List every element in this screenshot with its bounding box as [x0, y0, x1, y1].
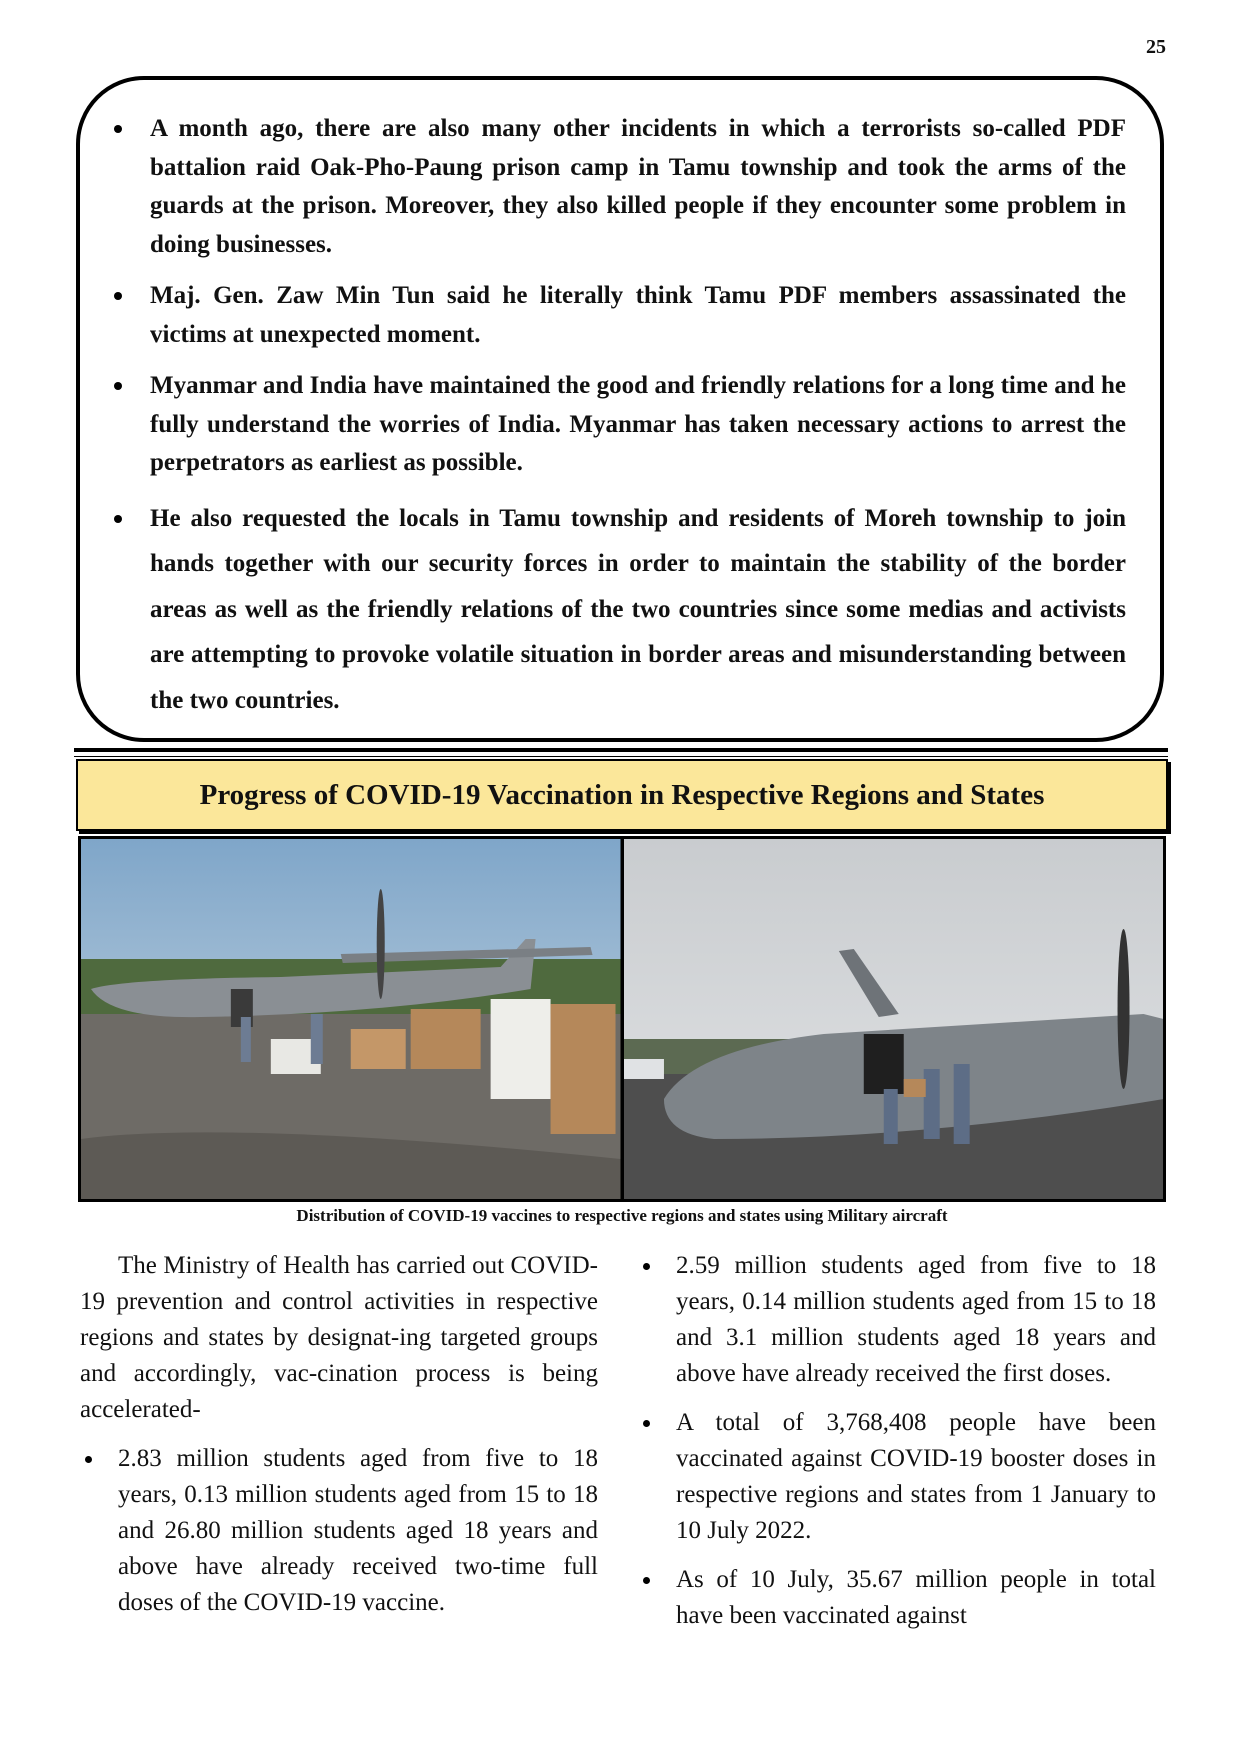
stats-bullet-list-right	[638, 1248, 1156, 1634]
callout-bullet: Maj. Gen. Zaw Min Tun said he literally think Tamu PDF members assassinated the victims at unexpected moment.	[108, 277, 1126, 354]
photo-strip	[78, 836, 1166, 1202]
section-divider-thin	[74, 756, 1168, 757]
photo-caption: Distribution of COVID-19 vaccines to respective regions and states using Military aircraft	[296, 1206, 948, 1225]
body-column-right	[638, 1248, 1156, 1647]
section-divider	[74, 748, 1168, 752]
stat-bullet: A total of 3,768,408 people have been vaccinated against COVID-19 booster doses in respective regions and states from 1 January to 10 July 2022.	[638, 1405, 1156, 1549]
intro-paragraph: The Ministry of Health has carried out COVID-19 prevention and control activities in respective regions and states by designat-ing targeted groups and accordingly, vac-cination process is being accelerated-	[80, 1252, 598, 1423]
body-column-left	[80, 1248, 598, 1634]
stat-bullet: As of 10 July, 35.67 million people in total have been vaccinated against	[638, 1562, 1156, 1634]
photo-aircraft-loading-crew	[621, 839, 1164, 1199]
callout-bullet: Myanmar and India have maintained the good and friendly relations for a long time and he fully understand the worries of India. Myanmar has taken necessary actions to arrest the perpetrators as earliest as possible.	[108, 367, 1126, 483]
stat-bullet: 2.83 million students aged from five to 18 years, 0.13 million students aged from 15 to 18 and 26.80 million students aged 18 years and above have already received two-time full doses of the COVID-19 vaccine.	[80, 1441, 598, 1621]
photo-aircraft-unloading-cargo	[81, 839, 621, 1199]
callout-bullet-list	[108, 110, 1126, 723]
page-number: 25	[1146, 36, 1166, 58]
stat-bullet: 2.59 million students aged from five to 18 years, 0.14 million students aged from 15 to 18 and 3.1 million students aged 18 years and above have already received the first doses.	[638, 1248, 1156, 1392]
callout-box	[76, 76, 1164, 742]
section-title: Progress of COVID-19 Vaccination in Respective Regions and States	[76, 759, 1168, 831]
callout-bullet: He also requested the locals in Tamu township and residents of Moreh township to join hands together with our security forces in order to maintain the stability of the border areas as well as the friendly relations of the two countries since some medias and activists are attempting to provoke volatile situation in border areas and misunderstanding between the two countries.	[108, 496, 1126, 724]
stats-bullet-list-left	[80, 1441, 598, 1621]
callout-bullet: A month ago, there are also many other incidents in which a terrorists so-called PDF battalion raid Oak-Pho-Paung prison camp in Tamu township and took the arms of the guards at the prison. Moreover, they also killed people if they encounter some problem in doing businesses.	[108, 110, 1126, 264]
